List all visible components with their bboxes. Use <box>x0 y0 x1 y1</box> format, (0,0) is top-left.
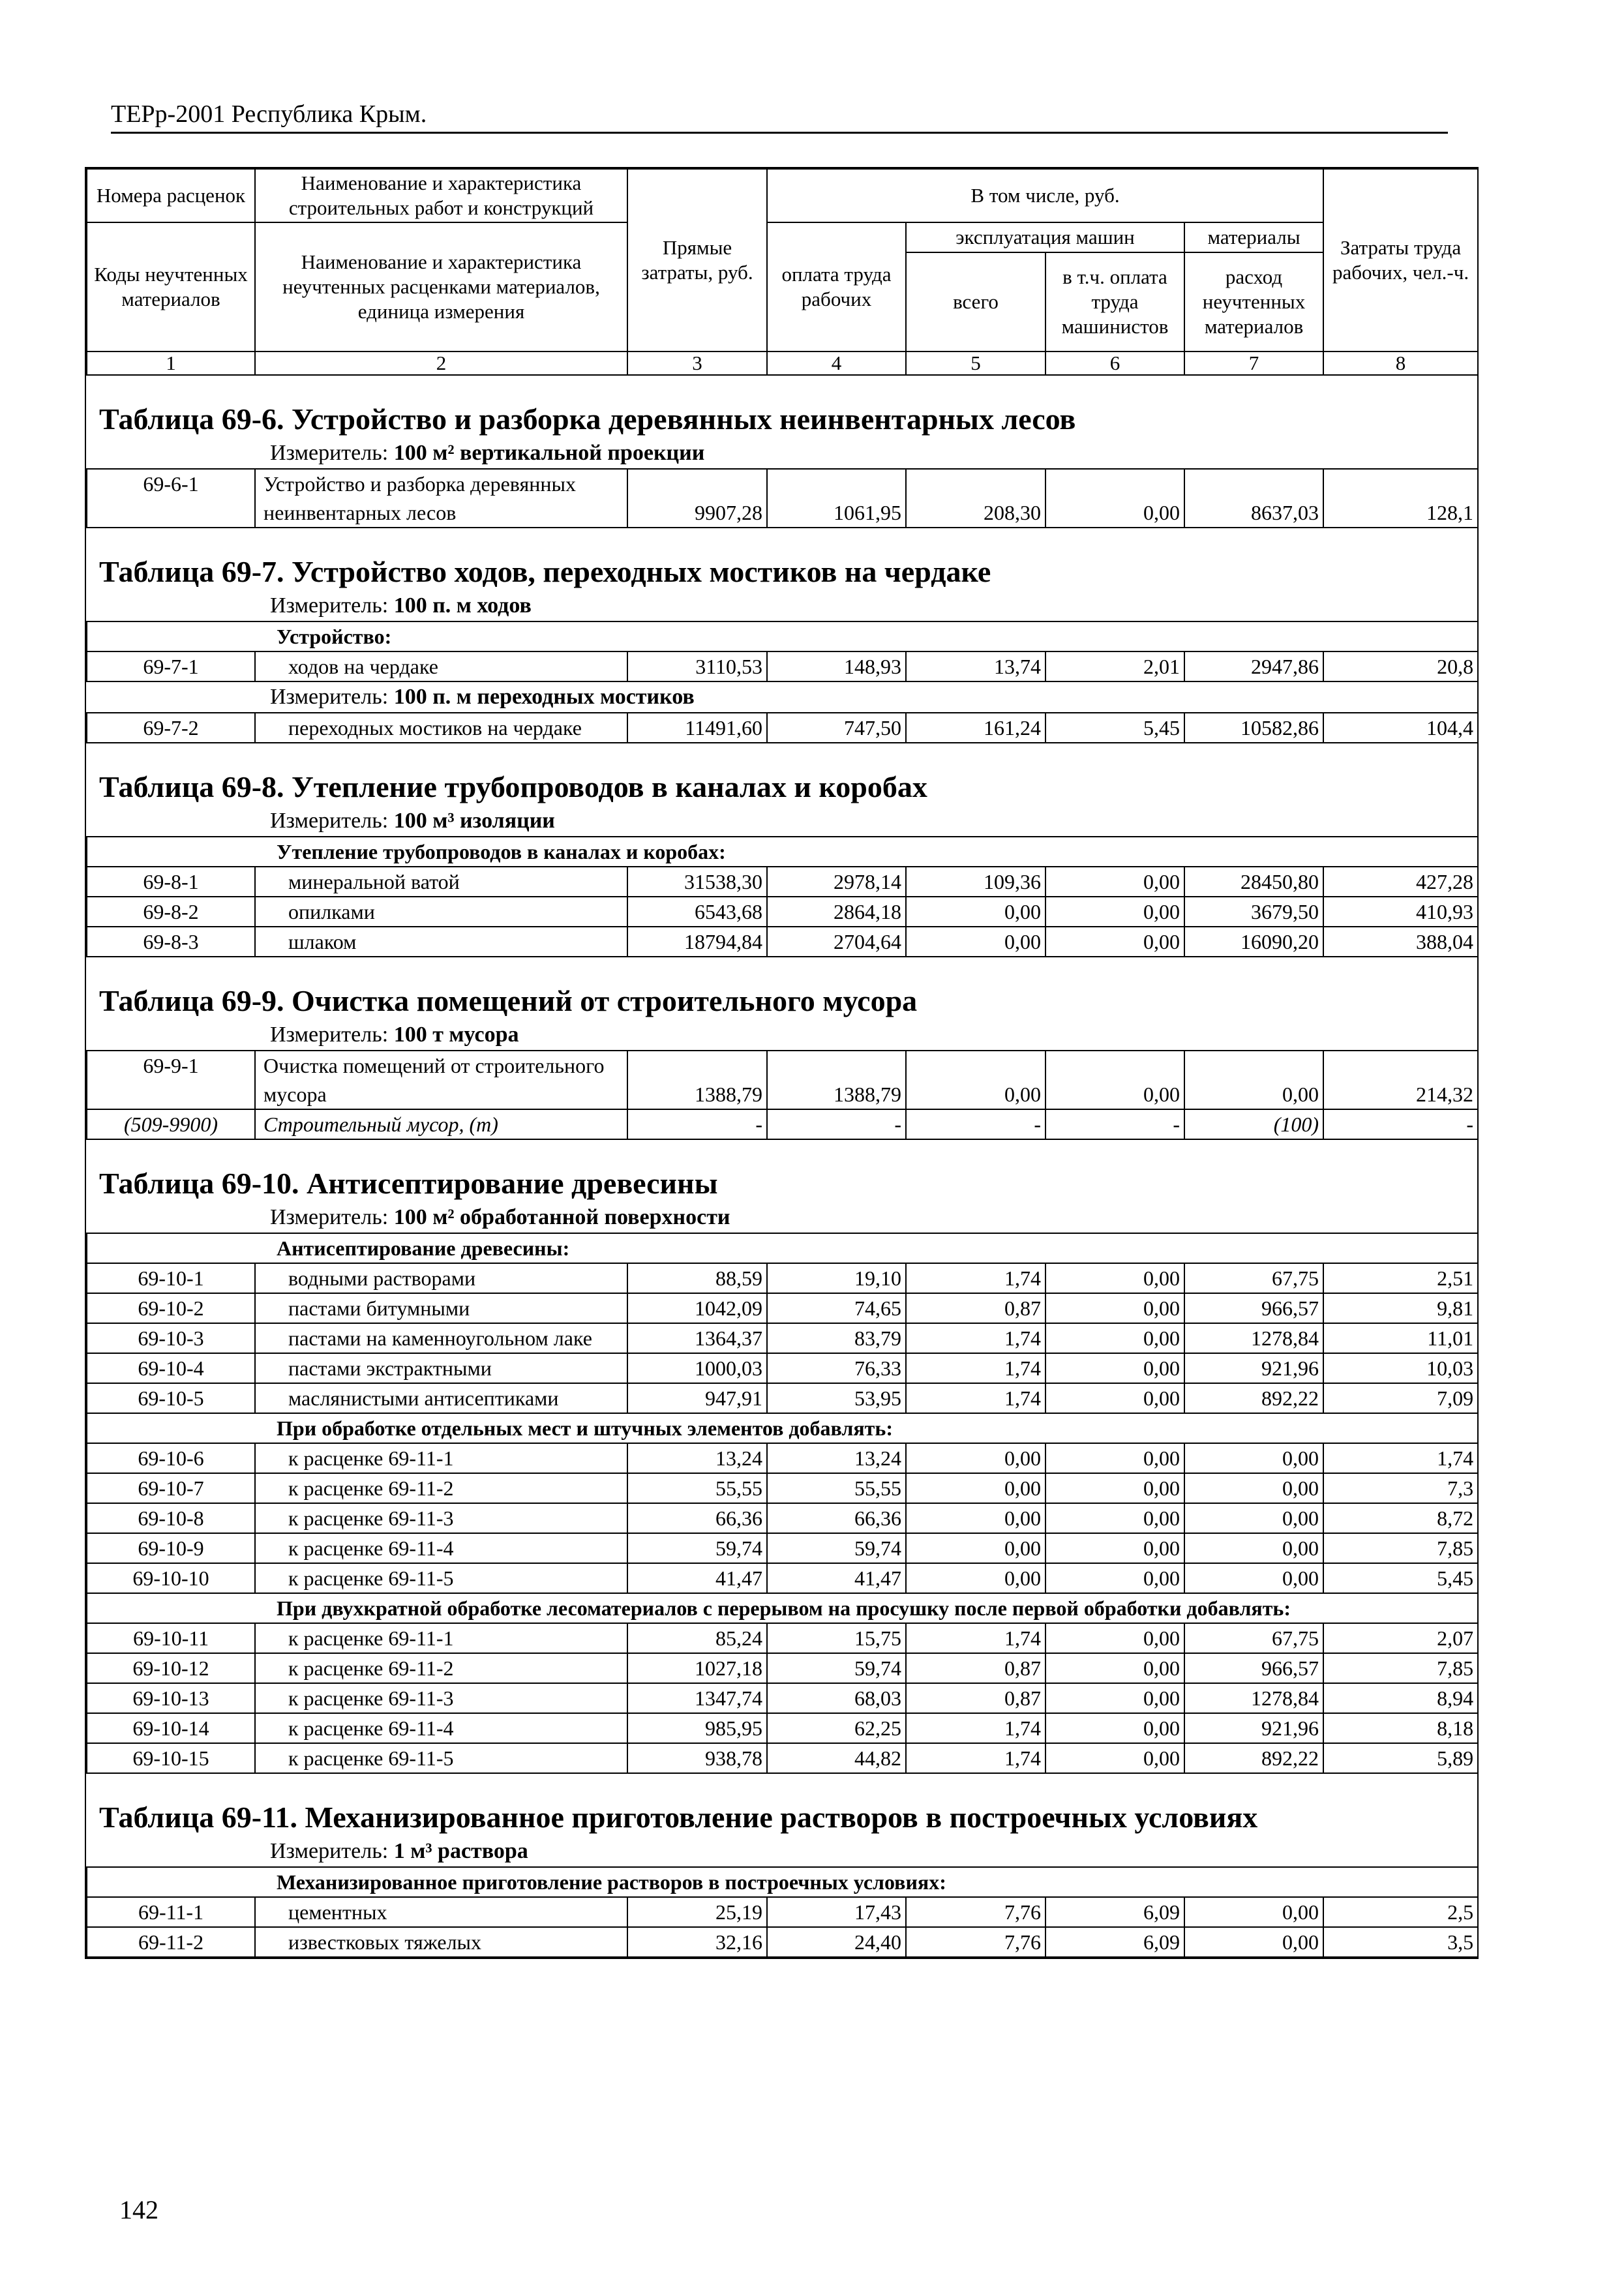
header-machines-total: всего <box>906 252 1045 352</box>
measure-unit: 100 м² вертикальной проекции <box>393 441 705 465</box>
rate-value: 0,00 <box>906 897 1045 927</box>
rate-value: 59,74 <box>767 1533 906 1563</box>
rate-value: 1278,84 <box>1184 1683 1323 1713</box>
table-row <box>87 1383 1478 1413</box>
header-worker-pay: оплата труда рабочих <box>767 222 906 352</box>
rate-value: 85,24 <box>627 1623 767 1653</box>
rate-value: 214,32 <box>1323 1051 1478 1109</box>
rate-value: - <box>906 1109 1045 1139</box>
measure-prefix: Измеритель: <box>270 441 394 465</box>
table-row <box>87 1263 1478 1293</box>
rate-value: 0,00 <box>1045 1443 1184 1473</box>
rate-name: переходных мостиков на чердаке <box>255 713 627 743</box>
rate-value: 11,01 <box>1323 1323 1478 1353</box>
rate-name: к расценке 69-11-4 <box>255 1713 627 1743</box>
column-number: 8 <box>1323 352 1478 375</box>
rate-value: 0,00 <box>1045 1263 1184 1293</box>
rate-code: 69-10-8 <box>87 1503 255 1533</box>
rate-name: к расценке 69-11-5 <box>255 1563 627 1593</box>
rate-value: 83,79 <box>767 1323 906 1353</box>
rate-code: 69-10-4 <box>87 1353 255 1383</box>
rate-value: 208,30 <box>906 469 1045 528</box>
measure-unit: 100 м³ изоляции <box>393 809 555 833</box>
rate-value: 5,89 <box>1323 1743 1478 1773</box>
rate-value: 0,00 <box>1045 1713 1184 1743</box>
rate-value: 6,09 <box>1045 1927 1184 1957</box>
group-heading: При двухкратной обработке лесоматериалов с перерывом на просушку после первой обработки добавлять: <box>87 1593 1478 1623</box>
header-material-consumption: расход неучтенных материалов <box>1184 252 1323 352</box>
rate-name: пастами на каменноугольном лаке <box>255 1323 627 1353</box>
rate-value: 410,93 <box>1323 897 1478 927</box>
rate-value: 1,74 <box>906 1623 1045 1653</box>
rate-code: 69-10-10 <box>87 1563 255 1593</box>
rate-value: 1364,37 <box>627 1323 767 1353</box>
rate-name: водными растворами <box>255 1263 627 1293</box>
group-heading: Механизированное приготовление растворов в построечных условиях: <box>87 1867 1478 1897</box>
rate-value: 0,00 <box>1045 469 1184 528</box>
rate-value: 15,75 <box>767 1623 906 1653</box>
measure-prefix: Измеритель: <box>270 809 394 833</box>
rate-value: 2864,18 <box>767 897 906 927</box>
rates-table <box>86 1233 1479 1774</box>
section-title: Таблица 69-9. Очистка помещений от строительного мусора <box>99 984 918 1017</box>
rate-code: (509-9900) <box>87 1109 255 1139</box>
rate-value: 1,74 <box>906 1263 1045 1293</box>
section-title: Таблица 69-8. Утепление трубопроводов в каналах и коробах <box>99 770 927 803</box>
rate-name: известковых тяжелых <box>255 1927 627 1957</box>
measure-prefix: Измеритель: <box>270 1023 394 1047</box>
header-work-name: Наименование и характеристика строительных работ и конструкций <box>255 169 627 222</box>
measure-line <box>86 806 1477 836</box>
header-labor-hours: Затраты труда рабочих, чел.-ч. <box>1323 169 1478 352</box>
rate-value: 0,00 <box>1045 1323 1184 1353</box>
rate-code: 69-10-12 <box>87 1653 255 1683</box>
page-number: 142 <box>119 2195 158 2224</box>
rate-value: 0,00 <box>1045 1353 1184 1383</box>
rate-value: 17,43 <box>767 1897 906 1927</box>
column-number: 4 <box>767 352 906 375</box>
rate-value: 0,00 <box>1184 1503 1323 1533</box>
table-row <box>87 1473 1478 1503</box>
header-including: В том числе, руб. <box>767 169 1323 222</box>
rate-name: к расценке 69-11-3 <box>255 1683 627 1713</box>
rate-value: 7,85 <box>1323 1653 1478 1683</box>
table-row <box>87 1897 1478 1927</box>
rate-value: 1,74 <box>906 1383 1045 1413</box>
rate-value: 66,36 <box>767 1503 906 1533</box>
table-row <box>87 867 1478 897</box>
rate-code: 69-8-2 <box>87 897 255 927</box>
table-row <box>87 1353 1478 1383</box>
rate-value: 41,47 <box>767 1563 906 1593</box>
rate-value: 427,28 <box>1323 867 1478 897</box>
rate-value: 2947,86 <box>1184 651 1323 681</box>
rate-value: (100) <box>1184 1109 1323 1139</box>
rate-value: 5,45 <box>1323 1563 1478 1593</box>
rate-value: 67,75 <box>1184 1263 1323 1293</box>
table-row <box>87 1293 1478 1323</box>
rates-table <box>86 1866 1479 1958</box>
rate-value: 41,47 <box>627 1563 767 1593</box>
rate-value: 0,00 <box>1184 1443 1323 1473</box>
rate-code: 69-10-5 <box>87 1383 255 1413</box>
rate-value: 8637,03 <box>1184 469 1323 528</box>
rates-table <box>86 712 1479 743</box>
page-header: ТЕРр-2001 Республика Крым. <box>111 98 1448 134</box>
rate-value: 76,33 <box>767 1353 906 1383</box>
table-row <box>87 1443 1478 1473</box>
measure-line <box>86 591 1477 621</box>
rate-value: - <box>627 1109 767 1139</box>
rate-value: 7,76 <box>906 1897 1045 1927</box>
rate-code: 69-10-6 <box>87 1443 255 1473</box>
rate-value: 0,00 <box>1045 1383 1184 1413</box>
rate-value: 966,57 <box>1184 1653 1323 1683</box>
rate-name: опилками <box>255 897 627 927</box>
rate-value: 1388,79 <box>767 1051 906 1109</box>
rate-value: 8,18 <box>1323 1713 1478 1743</box>
rate-value: 161,24 <box>906 713 1045 743</box>
column-number: 1 <box>87 352 255 375</box>
rate-value: - <box>1323 1109 1478 1139</box>
rate-value: 1,74 <box>906 1743 1045 1773</box>
rate-value: 892,22 <box>1184 1743 1323 1773</box>
table-row <box>87 1623 1478 1653</box>
rate-value: 7,85 <box>1323 1533 1478 1563</box>
rate-name: к расценке 69-11-2 <box>255 1653 627 1683</box>
group-heading: Антисептирование древесины: <box>87 1233 1478 1263</box>
rate-name: маслянистыми антисептиками <box>255 1383 627 1413</box>
rate-value: 2,01 <box>1045 651 1184 681</box>
rate-value: 11491,60 <box>627 713 767 743</box>
rate-value: 5,45 <box>1045 713 1184 743</box>
header-material-names: Наименование и характеристика неучтенных расценками материалов, единица измерения <box>255 222 627 352</box>
measure-prefix: Измеритель: <box>270 1839 394 1863</box>
rate-value: 68,03 <box>767 1683 906 1713</box>
header-materials: материалы <box>1184 222 1323 252</box>
rate-value: 892,22 <box>1184 1383 1323 1413</box>
column-header-table <box>86 168 1479 376</box>
table-row <box>87 1323 1478 1353</box>
rate-value: 3,5 <box>1323 1927 1478 1957</box>
rate-value: 947,91 <box>627 1383 767 1413</box>
rate-value: 1,74 <box>1323 1443 1478 1473</box>
table-row <box>87 469 1478 528</box>
column-number: 6 <box>1045 352 1184 375</box>
measure-line <box>86 438 1477 468</box>
rate-value: 13,24 <box>627 1443 767 1473</box>
rates-document <box>85 167 1479 1959</box>
rate-value: 0,00 <box>1045 1293 1184 1323</box>
rate-value: - <box>1045 1109 1184 1139</box>
rate-value: 9907,28 <box>627 469 767 528</box>
rate-value: 2,07 <box>1323 1623 1478 1653</box>
rate-code: 69-10-7 <box>87 1473 255 1503</box>
rate-code: 69-6-1 <box>87 469 255 528</box>
table-row <box>87 1563 1478 1593</box>
rate-value: 59,74 <box>627 1533 767 1563</box>
section-title: Таблица 69-11. Механизированное приготовление растворов в построечных условиях <box>99 1801 1258 1834</box>
table-row <box>87 1653 1478 1683</box>
rate-value: 0,00 <box>906 1443 1045 1473</box>
rate-value: 6543,68 <box>627 897 767 927</box>
measure-unit: 100 п. м переходных мостиков <box>393 685 695 709</box>
rate-value: 0,00 <box>906 1503 1045 1533</box>
rate-value: 20,8 <box>1323 651 1478 681</box>
measure-line <box>86 1203 1477 1233</box>
rate-code: 69-10-13 <box>87 1683 255 1713</box>
rate-value: 8,94 <box>1323 1683 1478 1713</box>
rate-code: 69-9-1 <box>87 1051 255 1109</box>
measure-line <box>86 1836 1477 1866</box>
header-operator-pay: в т.ч. оплата труда машинистов <box>1045 252 1184 352</box>
rate-name: Строительный мусор, (т) <box>255 1109 627 1139</box>
table-row <box>87 1927 1478 1957</box>
rate-value: 966,57 <box>1184 1293 1323 1323</box>
rate-name: к расценке 69-11-5 <box>255 1743 627 1773</box>
rate-value: 55,55 <box>627 1473 767 1503</box>
rate-name: минеральной ватой <box>255 867 627 897</box>
rate-value: 0,00 <box>1045 1533 1184 1563</box>
rate-value: 31538,30 <box>627 867 767 897</box>
rate-value: 44,82 <box>767 1743 906 1773</box>
rate-value: 2,5 <box>1323 1897 1478 1927</box>
rate-name: к расценке 69-11-1 <box>255 1443 627 1473</box>
rate-code: 69-10-11 <box>87 1623 255 1653</box>
rate-name: цементных <box>255 1897 627 1927</box>
group-heading: Устройство: <box>87 621 1478 651</box>
rate-value: 0,00 <box>906 927 1045 957</box>
rate-code: 69-10-1 <box>87 1263 255 1293</box>
rates-table <box>86 836 1479 957</box>
table-row <box>87 651 1478 681</box>
rate-value: 0,00 <box>1184 1533 1323 1563</box>
rate-code: 69-10-14 <box>87 1713 255 1743</box>
rate-value: 19,10 <box>767 1263 906 1293</box>
rate-value: 1347,74 <box>627 1683 767 1713</box>
rate-value: 2,51 <box>1323 1263 1478 1293</box>
rate-value: 1061,95 <box>767 469 906 528</box>
rate-value: 938,78 <box>627 1743 767 1773</box>
group-heading: При обработке отдельных мест и штучных элементов добавлять: <box>87 1413 1478 1443</box>
rate-value: 0,00 <box>1045 1653 1184 1683</box>
section-title: Таблица 69-7. Устройство ходов, переходных мостиков на чердаке <box>99 555 991 588</box>
rate-value: 0,00 <box>906 1533 1045 1563</box>
rate-code: 69-8-1 <box>87 867 255 897</box>
rate-value: 3110,53 <box>627 651 767 681</box>
rate-value: 0,00 <box>906 1473 1045 1503</box>
column-number: 2 <box>255 352 627 375</box>
rate-value: 24,40 <box>767 1927 906 1957</box>
rate-name: к расценке 69-11-1 <box>255 1623 627 1653</box>
rate-code: 69-8-3 <box>87 927 255 957</box>
rate-value: 1000,03 <box>627 1353 767 1383</box>
rate-value: 0,00 <box>1184 1473 1323 1503</box>
rate-value: 0,00 <box>1184 1897 1323 1927</box>
table-row <box>87 1109 1478 1139</box>
rate-code: 69-10-2 <box>87 1293 255 1323</box>
rate-value: 0,00 <box>1045 1563 1184 1593</box>
rate-value: 55,55 <box>767 1473 906 1503</box>
rate-name: Устройство и разборка деревянных неинвентарных лесов <box>255 469 627 528</box>
header-rate-number: Номера расценок <box>87 169 255 222</box>
measure-line <box>86 682 1477 712</box>
measure-unit: 100 м² обработанной поверхности <box>393 1205 730 1229</box>
rate-value: 18794,84 <box>627 927 767 957</box>
rate-value: 10,03 <box>1323 1353 1478 1383</box>
rate-value: 1027,18 <box>627 1653 767 1683</box>
column-number: 3 <box>627 352 767 375</box>
rate-value: 3679,50 <box>1184 897 1323 927</box>
rates-table <box>86 468 1479 528</box>
table-row <box>87 927 1478 957</box>
rate-name: шлаком <box>255 927 627 957</box>
rate-name: к расценке 69-11-3 <box>255 1503 627 1533</box>
column-number: 7 <box>1184 352 1323 375</box>
column-number: 5 <box>906 352 1045 375</box>
rate-code: 69-10-9 <box>87 1533 255 1563</box>
rate-value: 128,1 <box>1323 469 1478 528</box>
rate-value: 0,00 <box>1184 1051 1323 1109</box>
rate-value: 25,19 <box>627 1897 767 1927</box>
rate-value: 1,74 <box>906 1713 1045 1743</box>
rate-value: 0,00 <box>1184 1927 1323 1957</box>
measure-unit: 100 т мусора <box>393 1023 519 1047</box>
rates-table <box>86 621 1479 682</box>
rate-value: 10582,86 <box>1184 713 1323 743</box>
rate-value: 921,96 <box>1184 1713 1323 1743</box>
rate-value: 0,00 <box>1045 867 1184 897</box>
table-row <box>87 1713 1478 1743</box>
rate-value: 7,3 <box>1323 1473 1478 1503</box>
rate-value: 7,76 <box>906 1927 1045 1957</box>
rate-name: к расценке 69-11-4 <box>255 1533 627 1563</box>
rate-value: 0,00 <box>1045 927 1184 957</box>
rate-value: 0,87 <box>906 1653 1045 1683</box>
measure-unit: 100 п. м ходов <box>393 593 532 618</box>
rate-value: 53,95 <box>767 1383 906 1413</box>
rate-code: 69-7-2 <box>87 713 255 743</box>
header-direct-costs: Прямые затраты, руб. <box>627 169 767 352</box>
rate-value: 0,87 <box>906 1293 1045 1323</box>
rate-value: 62,25 <box>767 1713 906 1743</box>
rate-value: 1042,09 <box>627 1293 767 1323</box>
rate-value: 74,65 <box>767 1293 906 1323</box>
section-title: Таблица 69-6. Устройство и разборка деревянных неинвентарных лесов <box>99 402 1076 436</box>
rate-value: 0,87 <box>906 1683 1045 1713</box>
rate-value: 13,74 <box>906 651 1045 681</box>
measure-prefix: Измеритель: <box>270 1205 394 1229</box>
rate-name: к расценке 69-11-2 <box>255 1473 627 1503</box>
rate-name: ходов на чердаке <box>255 651 627 681</box>
rate-name: Очистка помещений от строительного мусора <box>255 1051 627 1109</box>
section-title: Таблица 69-10. Антисептирование древесины <box>99 1167 718 1200</box>
rate-value: 13,24 <box>767 1443 906 1473</box>
rate-value: 2978,14 <box>767 867 906 897</box>
rate-value: 0,00 <box>1045 1473 1184 1503</box>
rate-name: пастами битумными <box>255 1293 627 1323</box>
rate-value: 1388,79 <box>627 1051 767 1109</box>
rate-value: 28450,80 <box>1184 867 1323 897</box>
rate-value: 7,09 <box>1323 1383 1478 1413</box>
rate-value: 6,09 <box>1045 1897 1184 1927</box>
table-row <box>87 1683 1478 1713</box>
rate-value: - <box>767 1109 906 1139</box>
rate-value: 148,93 <box>767 651 906 681</box>
measure-line <box>86 1020 1477 1050</box>
table-row <box>87 1533 1478 1563</box>
rate-value: 0,00 <box>906 1051 1045 1109</box>
rate-name: пастами экстрактными <box>255 1353 627 1383</box>
rate-value: 0,00 <box>906 1563 1045 1593</box>
rate-code: 69-11-1 <box>87 1897 255 1927</box>
table-row <box>87 713 1478 743</box>
group-heading: Утепление трубопроводов в каналах и коробах: <box>87 837 1478 867</box>
rate-value: 8,72 <box>1323 1503 1478 1533</box>
rate-code: 69-10-15 <box>87 1743 255 1773</box>
rate-value: 985,95 <box>627 1713 767 1743</box>
rate-value: 88,59 <box>627 1263 767 1293</box>
rate-value: 0,00 <box>1045 1503 1184 1533</box>
sections-container <box>86 376 1477 1958</box>
rate-code: 69-11-2 <box>87 1927 255 1957</box>
rate-value: 388,04 <box>1323 927 1478 957</box>
rate-value: 9,81 <box>1323 1293 1478 1323</box>
rate-value: 66,36 <box>627 1503 767 1533</box>
table-row <box>87 1743 1478 1773</box>
rate-value: 32,16 <box>627 1927 767 1957</box>
rate-value: 0,00 <box>1045 1683 1184 1713</box>
rates-table <box>86 1050 1479 1140</box>
rate-value: 747,50 <box>767 713 906 743</box>
rate-code: 69-10-3 <box>87 1323 255 1353</box>
rate-value: 0,00 <box>1184 1563 1323 1593</box>
rate-value: 16090,20 <box>1184 927 1323 957</box>
table-row <box>87 897 1478 927</box>
rate-value: 0,00 <box>1045 1051 1184 1109</box>
rate-value: 921,96 <box>1184 1353 1323 1383</box>
rate-value: 0,00 <box>1045 1623 1184 1653</box>
rate-value: 0,00 <box>1045 1743 1184 1773</box>
rate-value: 104,4 <box>1323 713 1478 743</box>
measure-unit: 1 м³ раствора <box>393 1839 528 1863</box>
header-material-codes: Коды неучтенных материалов <box>87 222 255 352</box>
rate-value: 59,74 <box>767 1653 906 1683</box>
rate-value: 0,00 <box>1045 897 1184 927</box>
rate-value: 109,36 <box>906 867 1045 897</box>
measure-prefix: Измеритель: <box>270 593 394 618</box>
rate-code: 69-7-1 <box>87 651 255 681</box>
rate-value: 1,74 <box>906 1353 1045 1383</box>
rate-value: 2704,64 <box>767 927 906 957</box>
rate-value: 67,75 <box>1184 1623 1323 1653</box>
header-machine-operation: эксплуатация машин <box>906 222 1184 252</box>
rate-value: 1278,84 <box>1184 1323 1323 1353</box>
measure-prefix: Измеритель: <box>270 685 394 709</box>
table-row <box>87 1051 1478 1109</box>
rate-value: 1,74 <box>906 1323 1045 1353</box>
table-row <box>87 1503 1478 1533</box>
